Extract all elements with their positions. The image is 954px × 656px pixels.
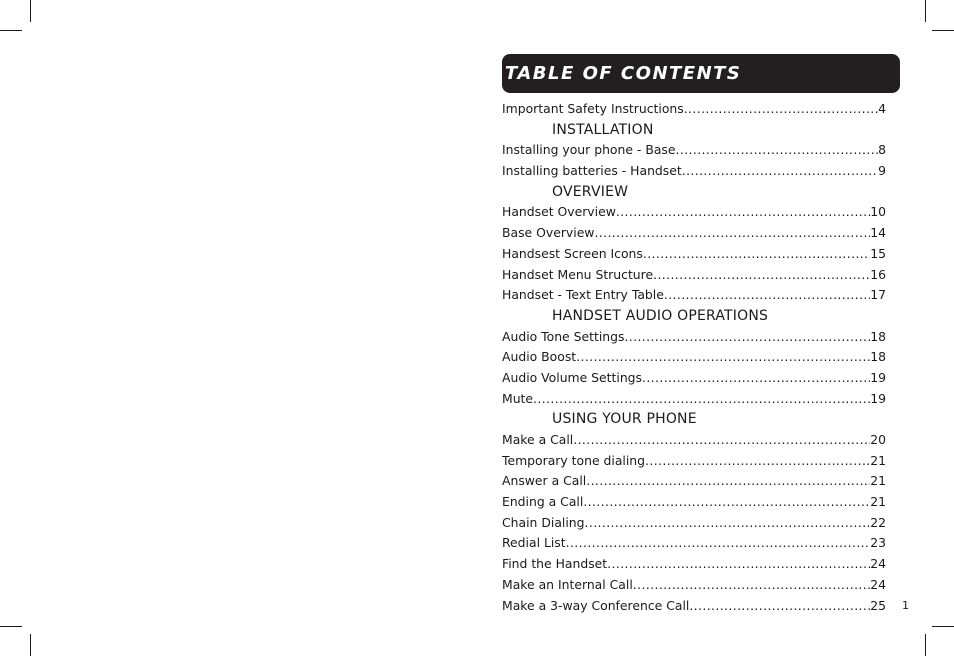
toc-header-bar — [502, 54, 900, 93]
toc-entry-page-number: 16 — [870, 266, 886, 282]
crop-mark-top-left-vertical — [30, 0, 31, 22]
toc-entry-page-number: 18 — [870, 328, 886, 344]
toc-entry-page-number: 14 — [870, 225, 886, 241]
toc-entry[interactable] — [502, 285, 886, 306]
toc-list — [502, 99, 886, 616]
toc-entry-page-number: 21 — [870, 473, 886, 489]
toc-section-heading: USING YOUR PHONE — [552, 411, 697, 428]
toc-entry[interactable] — [502, 99, 886, 120]
dot-leader — [684, 99, 878, 120]
toc-entry[interactable] — [502, 554, 886, 575]
toc-entry-title: Ending a Call — [502, 494, 584, 510]
toc-entry[interactable] — [502, 471, 886, 492]
toc-entry-title: Installing batteries - Handset — [502, 163, 682, 179]
toc-entry-page-number: 24 — [870, 556, 886, 572]
toc-entry[interactable] — [502, 575, 886, 596]
toc-entry-title: Mute — [502, 390, 534, 406]
dot-leader — [633, 575, 870, 596]
crop-mark-top-left-horizontal — [0, 30, 22, 31]
toc-section-heading: OVERVIEW — [552, 183, 629, 200]
toc-entry-page-number: 25 — [870, 597, 886, 613]
toc-entry[interactable] — [502, 223, 886, 244]
toc-entry[interactable] — [502, 140, 886, 161]
toc-entry-page-number: 8 — [878, 142, 886, 158]
toc-entry-title: Handset Overview — [502, 204, 616, 220]
toc-entry-title: Base Overview — [502, 225, 595, 241]
crop-mark-bottom-left-horizontal — [0, 626, 22, 627]
toc-entry-page-number: 4 — [878, 101, 886, 116]
toc-entry[interactable] — [502, 368, 886, 389]
toc-entry[interactable] — [502, 451, 886, 472]
toc-entry[interactable] — [502, 327, 886, 348]
dot-leader — [594, 223, 870, 244]
toc-entry-page-number: 17 — [870, 287, 886, 303]
dot-leader — [586, 471, 870, 492]
dot-leader — [664, 285, 870, 306]
page-number: 1 — [902, 599, 909, 612]
crop-mark-top-right-vertical — [925, 0, 926, 22]
toc-entry-title: Answer a Call — [502, 473, 587, 489]
dot-leader — [689, 596, 870, 617]
crop-mark-top-right-horizontal — [932, 30, 954, 31]
toc-entry-title: Make an Internal Call — [502, 576, 633, 592]
toc-entry-page-number: 22 — [870, 514, 886, 530]
toc-entry-page-number: 15 — [870, 245, 886, 261]
toc-entry-title: Make a 3-way Conference Call — [502, 597, 690, 613]
toc-entry-page-number: 19 — [870, 390, 886, 406]
toc-title: TABLE OF CONTENTS — [505, 63, 742, 84]
toc-entry[interactable] — [502, 161, 886, 182]
toc-entry[interactable] — [502, 533, 886, 554]
toc-section-heading: INSTALLATION — [552, 121, 654, 138]
toc-entry-page-number: 9 — [878, 163, 886, 179]
dot-leader — [682, 161, 878, 182]
dot-leader — [573, 430, 870, 451]
toc-entry-title: Handsest Screen Icons — [502, 245, 643, 261]
toc-entry[interactable] — [502, 596, 886, 617]
toc-entry[interactable] — [502, 513, 886, 534]
toc-entry-title: Make a Call — [502, 432, 574, 447]
toc-entry-page-number: 21 — [870, 452, 886, 468]
dot-leader — [566, 533, 871, 554]
crop-mark-bottom-right-vertical — [925, 634, 926, 656]
dot-leader — [616, 202, 870, 223]
crop-mark-bottom-left-vertical — [30, 634, 31, 656]
toc-entry[interactable] — [502, 202, 886, 223]
toc-entry[interactable] — [502, 492, 886, 513]
toc-entry-page-number: 10 — [870, 204, 886, 220]
toc-entry-page-number: 21 — [870, 494, 886, 510]
toc-entry-title: Temporary tone dialing — [502, 452, 646, 468]
toc-entry-title: Installing your phone - Base — [502, 142, 676, 158]
toc-entry-title: Audio Boost — [502, 349, 577, 365]
toc-entry-page-number: 24 — [870, 576, 886, 592]
dot-leader — [576, 347, 870, 368]
toc-entry-page-number: 20 — [870, 432, 886, 447]
crop-mark-bottom-right-horizontal — [932, 626, 954, 627]
dot-leader — [607, 554, 870, 575]
toc-entry-title: Handset - Text Entry Table — [502, 287, 664, 303]
toc-entry-title: Important Safety Instructions — [502, 101, 684, 116]
toc-entry-title: Audio Tone Settings — [502, 328, 625, 344]
toc-entry-page-number: 18 — [870, 349, 886, 365]
toc-entry[interactable] — [502, 347, 886, 368]
dot-leader — [533, 389, 870, 410]
toc-section-heading: HANDSET AUDIO OPERATIONS — [552, 307, 769, 324]
dot-leader — [624, 327, 870, 348]
dot-leader — [645, 451, 870, 472]
dot-leader — [585, 513, 871, 534]
toc-entry[interactable] — [502, 389, 886, 410]
toc-entry-title: Find the Handset — [502, 556, 608, 572]
toc-entry[interactable] — [502, 244, 886, 265]
dot-leader — [653, 265, 870, 286]
toc-entry[interactable] — [502, 430, 886, 451]
dot-leader — [676, 140, 879, 161]
toc-entry-page-number: 23 — [870, 535, 886, 551]
toc-entry-title: Handset Menu Structure — [502, 266, 654, 282]
dot-leader — [643, 244, 870, 265]
toc-entry[interactable] — [502, 265, 886, 286]
dot-leader — [642, 368, 870, 389]
toc-entry-title: Audio Volume Settings — [502, 369, 642, 385]
toc-entry-page-number: 19 — [870, 369, 886, 385]
toc-entry-title: Chain Dialing — [502, 514, 585, 530]
toc-entry-title: Redial List — [502, 535, 566, 551]
dot-leader — [583, 492, 870, 513]
